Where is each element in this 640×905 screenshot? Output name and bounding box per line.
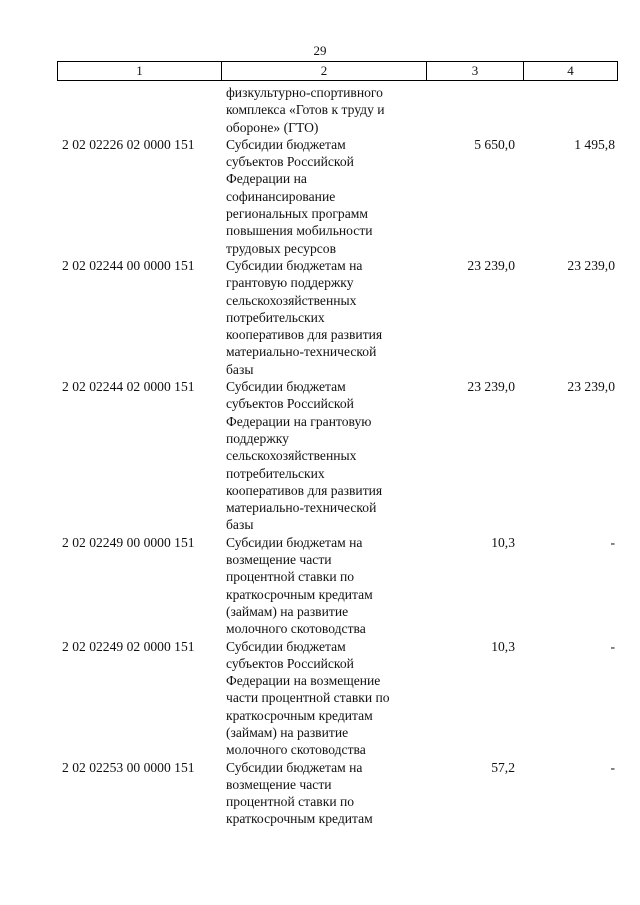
- description-line: Федерации на грантовую: [226, 413, 372, 429]
- description-line: материально-технической: [226, 344, 377, 360]
- description-line: возмещение части: [226, 776, 332, 792]
- description-line: Федерации на: [226, 171, 307, 187]
- description-line: процентной ставки по: [226, 794, 355, 810]
- table-row: [57, 534, 617, 638]
- description-line: софинансирование: [226, 188, 336, 204]
- description-line: базы: [226, 517, 254, 533]
- budget-code: 2 02 02244 02 0000 151: [62, 379, 195, 395]
- description: [221, 534, 426, 638]
- amount-column-4: -: [610, 759, 615, 775]
- description: [221, 638, 426, 759]
- description-line: поддержку: [226, 430, 289, 446]
- description: [221, 257, 426, 378]
- amount-column-4: -: [610, 638, 615, 654]
- table-row: [57, 378, 617, 534]
- description-line: грантовую поддержку: [226, 275, 354, 291]
- description-line: части процентной ставки по: [226, 690, 390, 706]
- description: [221, 759, 426, 828]
- description-line: субъектов Российской: [226, 655, 354, 671]
- description: [221, 136, 426, 257]
- description-line: сельскохозяйственных: [226, 448, 357, 464]
- description-line: Субсидии бюджетам: [226, 638, 346, 654]
- amount-column-3: 23 239,0: [467, 379, 515, 395]
- description-line: физкультурно-спортивного: [226, 85, 383, 100]
- budget-code: 2 02 02244 00 0000 151: [62, 257, 195, 273]
- description: [221, 84, 426, 136]
- table-row: [57, 136, 617, 257]
- budget-code: 2 02 02249 02 0000 151: [62, 638, 195, 654]
- description-line: потребительских: [226, 465, 325, 481]
- amount-column-4: 23 239,0: [567, 257, 615, 273]
- description-line: (займам) на развитие: [226, 603, 349, 619]
- table-row: [57, 638, 617, 759]
- table-body: [57, 84, 617, 828]
- description-line: региональных программ: [226, 206, 368, 222]
- description-line: повышения мобильности: [226, 223, 373, 239]
- description-line: молочного скотоводства: [226, 621, 366, 637]
- column-header-2: 2: [222, 62, 427, 81]
- description-line: кооперативов для развития: [226, 327, 383, 343]
- description-line: молочного скотоводства: [226, 742, 366, 758]
- description: [221, 378, 426, 534]
- column-header-row: [58, 62, 618, 81]
- description-line: материально-технической: [226, 500, 377, 516]
- table-row: [57, 84, 617, 136]
- description-line: субъектов Российской: [226, 396, 354, 412]
- amount-column-3: 10,3: [491, 534, 515, 550]
- amount-column-4: 1 495,8: [574, 136, 615, 152]
- description-line: обороне» (ГТО): [226, 119, 319, 135]
- description-line: потребительских: [226, 309, 325, 325]
- page-number: 29: [313, 43, 327, 58]
- description-line: (займам) на развитие: [226, 724, 349, 740]
- description-line: сельскохозяйственных: [226, 292, 357, 308]
- description-line: процентной ставки по: [226, 569, 355, 585]
- description-line: Субсидии бюджетам: [226, 136, 346, 152]
- description-line: Субсидии бюджетам на: [226, 759, 363, 775]
- description-line: краткосрочным кредитам: [226, 707, 373, 723]
- budget-code: 2 02 02226 02 0000 151: [62, 136, 195, 152]
- description-line: трудовых ресурсов: [226, 240, 336, 256]
- amount-column-3: 5 650,0: [474, 136, 515, 152]
- description-line: субъектов Российской: [226, 154, 354, 170]
- amount-column-4: 23 239,0: [567, 379, 615, 395]
- amount-column-4: -: [610, 534, 615, 550]
- table-row: [57, 759, 617, 828]
- description-line: Федерации на возмещение: [226, 673, 381, 689]
- description-line: Субсидии бюджетам: [226, 379, 346, 395]
- budget-code: 2 02 02253 00 0000 151: [62, 759, 195, 775]
- amount-column-3: 23 239,0: [467, 257, 515, 273]
- description-line: комплекса «Готов к труду и: [226, 102, 385, 118]
- amount-column-3: 10,3: [491, 638, 515, 654]
- column-header-3: 3: [427, 62, 524, 81]
- description-line: кооперативов для развития: [226, 482, 383, 498]
- column-header-4: 4: [524, 62, 618, 81]
- column-header-1: 1: [58, 62, 222, 81]
- description-line: возмещение части: [226, 552, 332, 568]
- description-line: краткосрочным кредитам: [226, 811, 373, 827]
- description-line: базы: [226, 361, 254, 377]
- column-header-table: [57, 61, 618, 81]
- amount-column-3: 57,2: [491, 759, 515, 775]
- description-line: Субсидии бюджетам на: [226, 534, 363, 550]
- budget-code: 2 02 02249 00 0000 151: [62, 534, 195, 550]
- description-line: Субсидии бюджетам на: [226, 257, 363, 273]
- description-line: краткосрочным кредитам: [226, 586, 373, 602]
- table-row: [57, 257, 617, 378]
